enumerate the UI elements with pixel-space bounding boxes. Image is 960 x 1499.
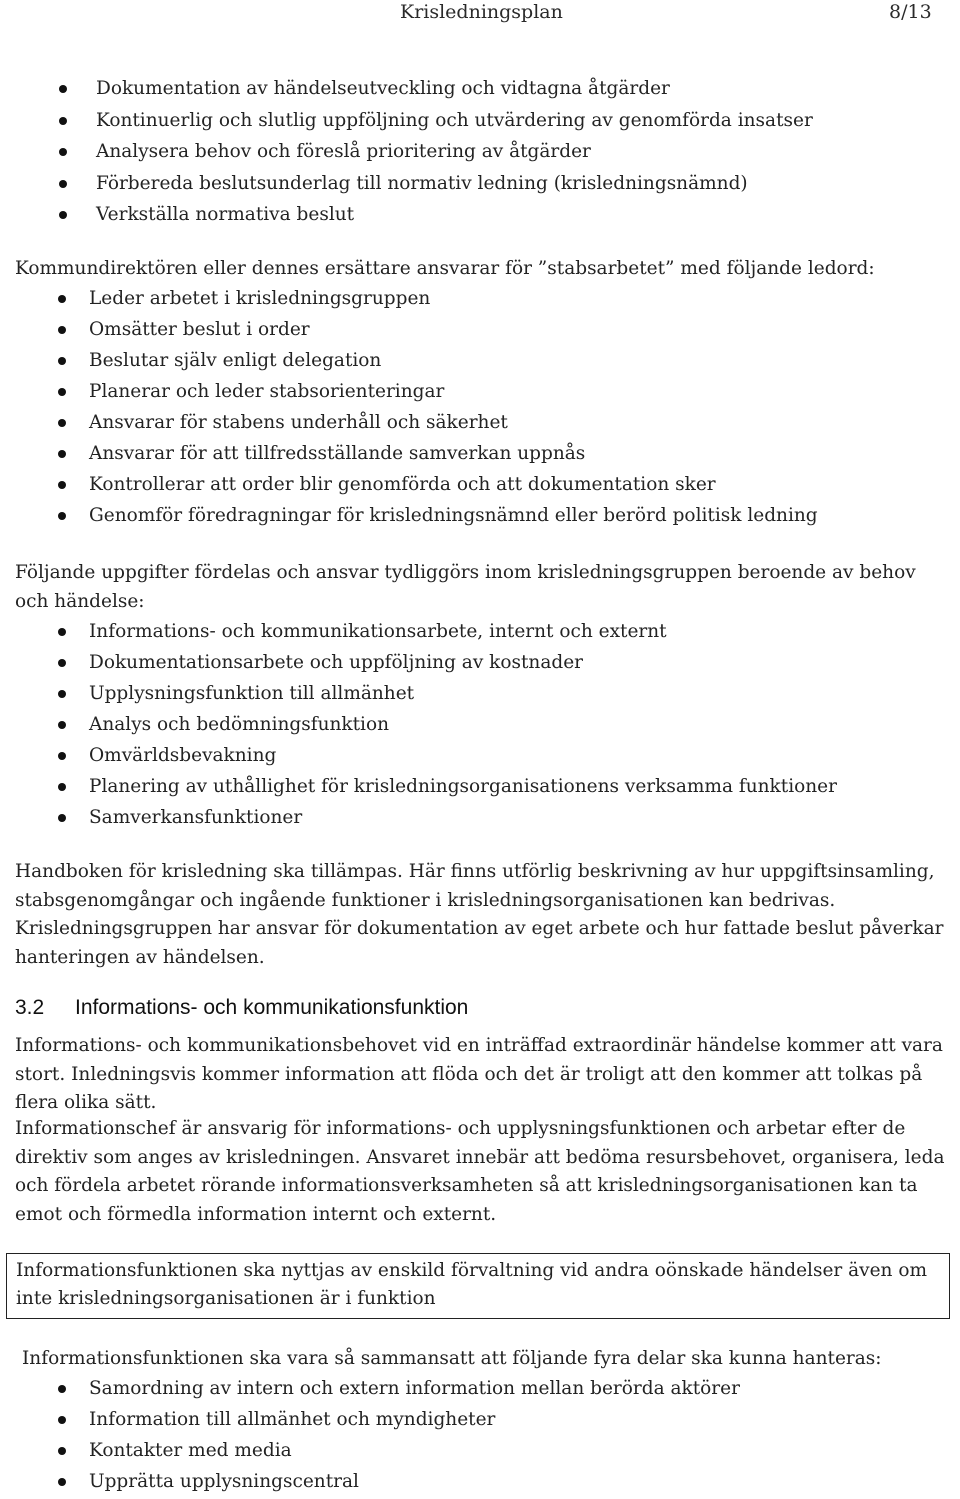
list-item: Planerar och leder stabsorienteringar — [89, 376, 818, 407]
list-item: Kontinuerlig och slutlig uppföljning och utvärdering av genomförda insatser — [96, 105, 813, 137]
list-item: Information till allmänhet och myndigheter — [89, 1404, 740, 1435]
list-item: Genomför föredragningar för krisledningsnämnd eller berörd politisk ledning — [89, 500, 818, 531]
bullet-icon — [58, 481, 66, 489]
bullet-icon — [58, 690, 66, 698]
list-item: Planering av uthållighet för krisledningsorganisationens verksamma funktioner — [89, 771, 837, 802]
bullet-icon — [58, 419, 66, 427]
bullet-list-tasks — [96, 73, 813, 231]
bullet-icon — [58, 1416, 66, 1424]
bullet-icon — [58, 1478, 66, 1486]
bullet-icon — [59, 180, 67, 188]
bullet-icon — [59, 211, 67, 219]
list-item: Kontakter med media — [89, 1435, 740, 1466]
list-item: Kontrollerar att order blir genomförda och att dokumentation sker — [89, 469, 818, 500]
paragraph-informationsfunktionen: Informationsfunktionen ska vara så sammansatt att följande fyra delar ska kunna hanteras: — [22, 1348, 882, 1369]
bullet-icon — [58, 450, 66, 458]
bullet-icon — [59, 117, 67, 125]
list-item: Samverkansfunktioner — [89, 802, 837, 833]
list-item: Samordning av intern och extern information mellan berörda aktörer — [89, 1373, 740, 1404]
section-title: Informations- och kommunikationsfunktion — [75, 996, 469, 1019]
list-item: Ansvarar för stabens underhåll och säkerhet — [89, 407, 818, 438]
list-item: Dokumentation av händelseutveckling och vidtagna åtgärder — [96, 73, 813, 105]
bullet-icon — [59, 85, 67, 93]
list-item: Leder arbetet i krisledningsgruppen — [89, 283, 818, 314]
bullet-icon — [59, 148, 67, 156]
list-item: Omsätter beslut i order — [89, 314, 818, 345]
bullet-icon — [58, 388, 66, 396]
list-item: Beslutar själv enligt delegation — [89, 345, 818, 376]
list-item: Verkställa normativa beslut — [96, 199, 813, 231]
list-item: Förbereda beslutsunderlag till normativ ledning (krisledningsnämnd) — [96, 168, 813, 200]
bullet-icon — [58, 326, 66, 334]
header-title: Krisledningsplan — [400, 1, 563, 23]
bullet-icon — [58, 814, 66, 822]
list-item: Informations- och kommunikationsarbete, internt och externt — [89, 616, 837, 647]
bullet-list-fyra-delar — [89, 1373, 740, 1497]
paragraph-kommundirektoren: Kommundirektören eller dennes ersättare ansvarar för ”stabsarbetet” med följande ledord: — [15, 258, 875, 279]
bullet-icon — [58, 1385, 66, 1393]
list-item: Analysera behov och föreslå prioritering av åtgärder — [96, 136, 813, 168]
list-item: Ansvarar för att tillfredsställande samverkan uppnås — [89, 438, 818, 469]
bullet-list-uppgifter — [89, 616, 837, 833]
paragraph-informationschef: Informationschef är ansvarig för informations- och upplysningsfunktionen och arbetar efter de direktiv som anges av krisledningen. Ansvaret innebär att bedöma resursbehovet, organisera, leda och fördela arbetet rörande informationsverksamheten så att krisledningsorganisationen kan ta emot och förmedla information internt och externt. — [15, 1118, 945, 1225]
section-heading — [15, 996, 468, 1020]
bullet-icon — [58, 295, 66, 303]
section-number: 3.2 — [15, 996, 45, 1019]
bullet-list-ledord — [89, 283, 818, 531]
header-page-number: 8/13 — [889, 1, 932, 23]
list-item: Omvärldsbevakning — [89, 740, 837, 771]
list-item: Upprätta upplysningscentral — [89, 1466, 740, 1497]
list-item: Analys och bedömningsfunktion — [89, 709, 837, 740]
bullet-icon — [58, 752, 66, 760]
paragraph-informationsbehov: Informations- och kommunikationsbehovet vid en inträffad extraordinär händelse kommer att vara stort. Inledningsvis kommer information att flöda och det är troligt att den kommer att tolkas på flera olika sätt. — [15, 1035, 943, 1113]
bullet-icon — [58, 357, 66, 365]
paragraph-uppgifter: Följande uppgifter fördelas och ansvar tydliggörs inom krisledningsgruppen beroende av behov och händelse: — [15, 562, 916, 612]
bullet-icon — [58, 1447, 66, 1455]
boxed-note-text: Informationsfunktionen ska nyttjas av enskild förvaltning vid andra oönskade händelser även om inte krisledningsorganisationen är i funktion — [16, 1260, 928, 1309]
boxed-note — [6, 1253, 950, 1319]
bullet-icon — [58, 659, 66, 667]
bullet-icon — [58, 783, 66, 791]
bullet-icon — [58, 721, 66, 729]
bullet-icon — [58, 512, 66, 520]
paragraph-handboken: Handboken för krisledning ska tillämpas. Här finns utförlig beskrivning av hur uppgiftsinsamling, stabsgenomgångar och ingående funktioner i krisledningsorganisationen kan bedrivas. Krisledningsgruppen har ansvar för dokumentation av eget arbete och hur fattade beslut påverkar hanteringen av händelsen. — [15, 861, 944, 968]
list-item: Upplysningsfunktion till allmänhet — [89, 678, 837, 709]
bullet-icon — [58, 628, 66, 636]
list-item: Dokumentationsarbete och uppföljning av kostnader — [89, 647, 837, 678]
